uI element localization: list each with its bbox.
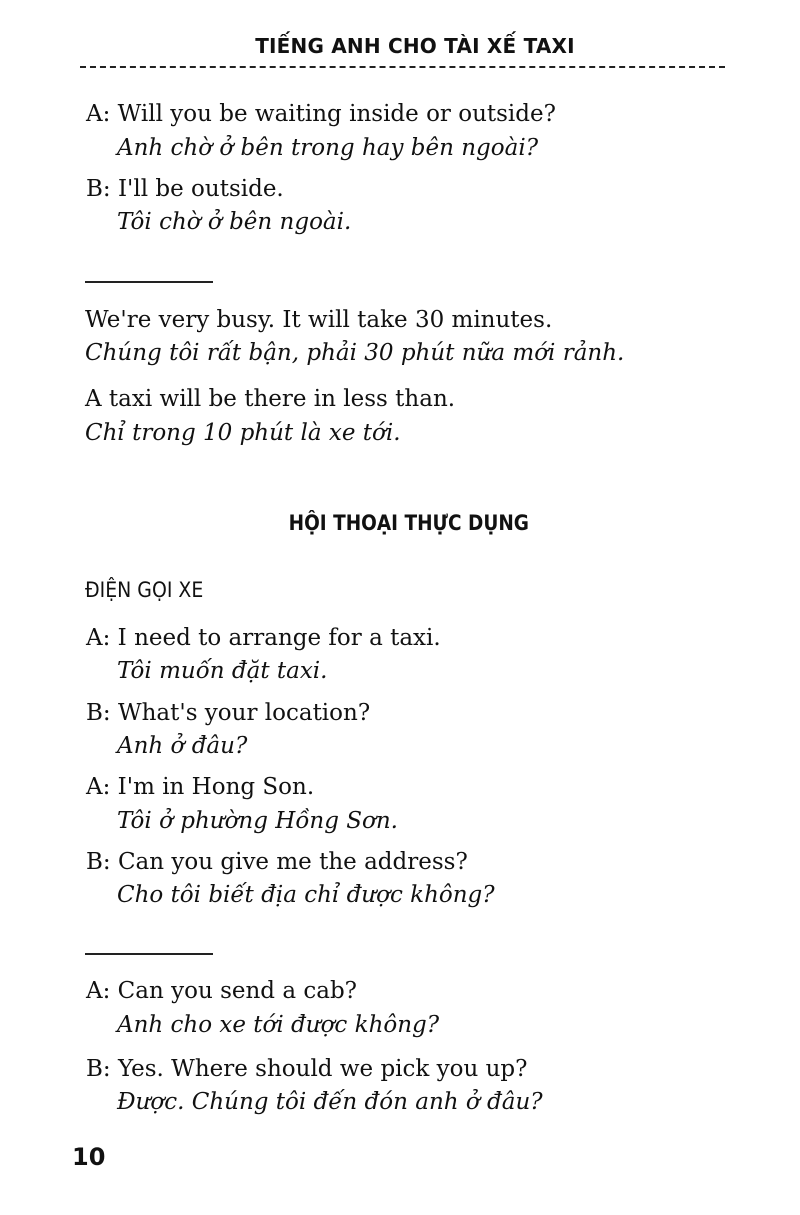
- dialog-line-vi: Anh ở đâu?: [117, 733, 248, 759]
- section-separator: [85, 953, 213, 955]
- phrase-en: A taxi will be there in less than.: [85, 386, 456, 412]
- dialog-line-en: A: I'm in Hong Son.: [86, 774, 315, 800]
- dialog-line-vi: Anh cho xe tới được không?: [117, 1012, 440, 1038]
- dialog-line-vi: Cho tôi biết địa chỉ được không?: [117, 882, 495, 908]
- dialog-line-en: A: I need to arrange for a taxi.: [86, 625, 441, 651]
- header-divider: [80, 66, 725, 68]
- section-separator: [85, 281, 213, 283]
- dialog-line-vi: Tôi chờ ở bên ngoài.: [117, 209, 352, 235]
- phrase-vi: Chỉ trong 10 phút là xe tới.: [85, 420, 401, 446]
- running-header-title: TIẾNG ANH CHO TÀI XẾ TAXI: [255, 34, 575, 58]
- dialog-line-en: B: What's your location?: [86, 700, 371, 726]
- dialog-line-vi: Tôi muốn đặt taxi.: [117, 658, 328, 684]
- dialog-line-en: A: Can you send a cab?: [86, 978, 358, 1004]
- dialog-line-vi: Tôi ở phường Hồng Sơn.: [117, 808, 398, 834]
- section-title: HỘI THOẠI THỰC DỤNG: [288, 511, 529, 535]
- dialog-line-en: B: I'll be outside.: [86, 176, 284, 202]
- dialog-line-vi: Anh chờ ở bên trong hay bên ngoài?: [117, 135, 539, 161]
- dialog-line-en: B: Can you give me the address?: [86, 849, 468, 875]
- phrase-vi: Chúng tôi rất bận, phải 30 phút nữa mới rảnh.: [85, 340, 625, 366]
- dialog-line-en: A: Will you be waiting inside or outside?: [86, 101, 556, 127]
- phrase-en: We're very busy. It will take 30 minutes.: [85, 307, 553, 333]
- page-number: 10: [72, 1143, 106, 1171]
- subsection-title: ĐIỆN GỌI XE: [85, 578, 204, 602]
- dialog-line-vi: Được. Chúng tôi đến đón anh ở đâu?: [117, 1089, 543, 1115]
- dialog-line-en: B: Yes. Where should we pick you up?: [86, 1056, 528, 1082]
